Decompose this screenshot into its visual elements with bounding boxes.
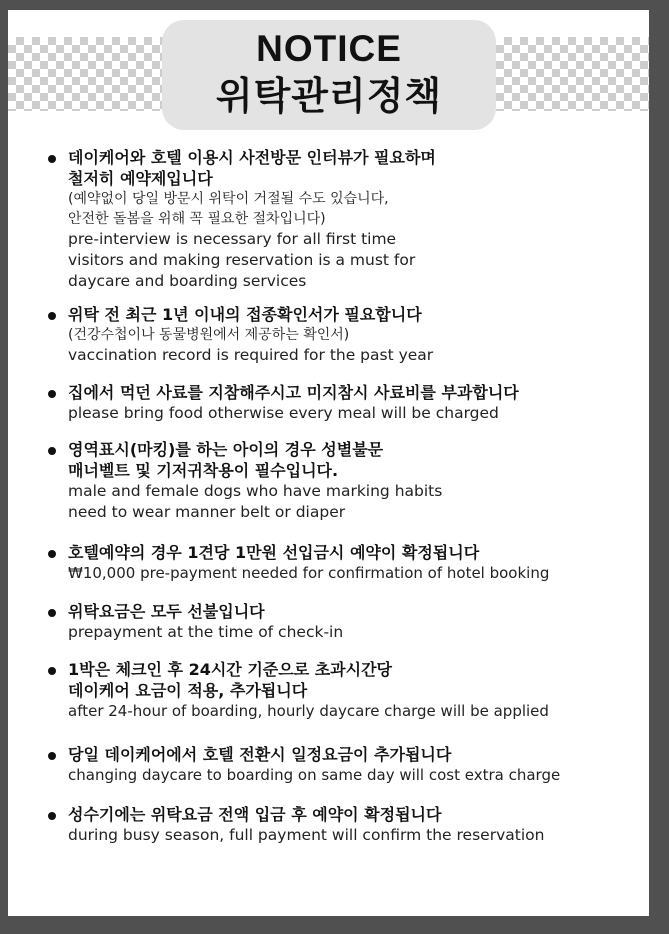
policy-english-line: pre-interview is necessary for all first time <box>68 230 397 248</box>
policy-note-line: 안전한 돌봄을 위해 꼭 필요한 절차입니다) <box>68 211 326 227</box>
policy-korean-line: 집에서 먹던 사료를 지참해주시고 미지참시 사료비를 부과합니다 <box>68 383 519 402</box>
policy-english-line: ₩10,000 pre-payment needed for confirmation of hotel booking <box>68 564 550 582</box>
policy-korean-line: 위탁요금은 모두 선불입니다 <box>68 602 265 621</box>
policy-item <box>68 744 643 786</box>
policy-korean-line: 영역표시(마킹)를 하는 아이의 경우 성별불문 <box>68 440 384 459</box>
title-banner <box>162 20 496 130</box>
policy-korean-line: 데이케어 요금이 적용, 추가됩니다 <box>68 681 308 700</box>
policy-english-line: need to wear manner belt or diaper <box>68 503 346 521</box>
policy-english-line: visitors and making reservation is a must for <box>68 251 416 269</box>
policy-english-line: please bring food otherwise every meal will be charged <box>68 404 499 422</box>
policy-korean-line: 철저히 예약제입니다 <box>68 169 213 188</box>
policy-english-line: daycare and boarding services <box>68 272 307 290</box>
bullet-icon <box>48 812 56 820</box>
policy-korean-line: 1박은 체크인 후 24시간 기준으로 초과시간당 <box>68 660 393 679</box>
policy-korean-line: 데이케어와 호텔 이용시 사전방문 인터뷰가 필요하며 <box>68 148 436 167</box>
policy-english-line: vaccination record is required for the past year <box>68 346 434 364</box>
bullet-icon <box>48 752 56 760</box>
title-korean: 위탁관리정책 <box>215 74 443 118</box>
bullet-icon <box>48 550 56 558</box>
policy-item <box>68 147 643 292</box>
policy-item <box>68 659 643 722</box>
policy-item <box>68 382 643 424</box>
title-english: NOTICE <box>256 28 402 69</box>
bullet-icon <box>48 155 56 163</box>
checker-pattern-left <box>8 37 168 111</box>
policy-note-line: (예약없이 당일 방문시 위탁이 거절될 수도 있습니다, <box>68 191 389 207</box>
policy-korean-line: 호텔예약의 경우 1견당 1만원 선입금시 예약이 확정됩니다 <box>68 543 480 562</box>
policy-korean-line: 당일 데이케어에서 호텔 전환시 일정요금이 추가됩니다 <box>68 745 452 764</box>
bullet-icon <box>48 667 56 675</box>
policy-item <box>68 542 643 584</box>
checker-pattern-right <box>496 37 649 111</box>
policy-item <box>68 439 643 523</box>
policy-english-line: prepayment at the time of check-in <box>68 623 344 641</box>
policy-korean-line: 매너벨트 및 기저귀착용이 필수입니다. <box>68 461 339 480</box>
bullet-icon <box>48 447 56 455</box>
policy-english-line: changing daycare to boarding on same day will cost extra charge <box>68 766 561 784</box>
bullet-icon <box>48 390 56 398</box>
bullet-icon <box>48 312 56 320</box>
bullet-icon <box>48 609 56 617</box>
policy-english-line: during busy season, full payment will confirm the reservation <box>68 826 545 844</box>
notice-page <box>8 10 649 916</box>
policy-item <box>68 601 643 643</box>
policy-note-line: (건강수첩이나 동물병원에서 제공하는 확인서) <box>68 327 350 343</box>
policy-item <box>68 304 643 366</box>
policy-english-line: male and female dogs who have marking habits <box>68 482 443 500</box>
policy-english-line: after 24-hour of boarding, hourly daycare charge will be applied <box>68 702 549 720</box>
policy-korean-line: 위탁 전 최근 1년 이내의 접종확인서가 필요합니다 <box>68 305 422 324</box>
policy-item <box>68 804 643 846</box>
policy-korean-line: 성수기에는 위탁요금 전액 입금 후 예약이 확정됩니다 <box>68 805 442 824</box>
